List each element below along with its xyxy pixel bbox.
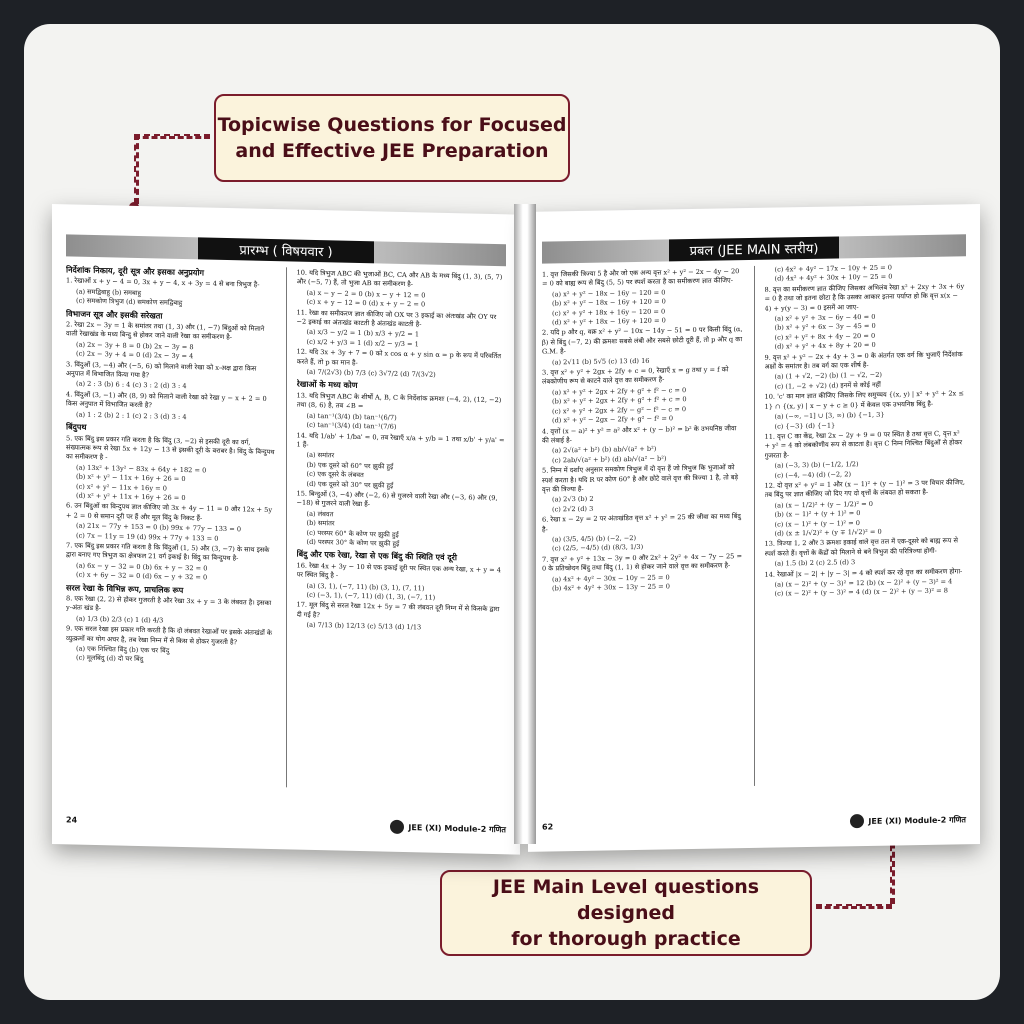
answer-option: (c) समकोण त्रिभुज (d) समकोण समद्विबाहु [76, 296, 183, 308]
left-page-column-2 [297, 268, 507, 793]
answer-option: (a) tan⁻¹(3/4) (b) tan⁻¹(6/7) [306, 411, 397, 422]
question-text: 12. दो वृत्त x² + y² = 1 और (x − 1)² + (y − 1)² = 3 पर विचार कीजिए, तब बिंदु पर ज्ञात कीजिए जो दिए गए दो वृत्तों के लंबवत हो सकता है- [764, 478, 965, 500]
answer-option: (a) 2x − 3y + 8 = 0 (b) 2x − 3y = 8 [76, 340, 194, 352]
answer-option: (a) 1 : 2 (b) 2 : 1 (c) 2 : 3 (d) 3 : 4 [76, 410, 187, 421]
answer-option: (b) x² + y² + 2gx + 2fy + g² + f² + c = 0 [552, 395, 687, 406]
question-text: 10. यदि त्रिभुज ABC की भुजाओं BC, CA और AB के मध्य बिंदु (1, 3), (5, 7) और (−5, 7) हैं, तो भुजा AB का समीकरण है- [296, 268, 503, 289]
answer-option: (b) 4x² + 4y² + 30x − 13y − 25 = 0 [552, 582, 670, 593]
answer-option: (c) एक दूसरे के लंबवत [306, 469, 364, 480]
answer-option: (c) (−3, 1), (−7, 11) (d) (1, 3), (−7, 11) [306, 590, 436, 602]
section-heading: रेखाओं के मध्य कोण [296, 379, 358, 391]
answer-option: (a) x² + y² − 18x − 16y − 120 = 0 [552, 288, 666, 299]
answer-option: (c) (x − 2)² + (y − 3)² = 4 (d) (x − 2)² + (y − 3)² = 8 [774, 586, 948, 598]
left-page-brand [390, 820, 506, 837]
answer-option: (a) एक निश्चित बिंदु (b) एक चर बिंदु [76, 644, 170, 655]
answer-option: (d) परस्पर 30° के कोण पर झुकी हुई [306, 537, 400, 548]
answer-option: (b) x² + y² + 6x − 3y − 45 = 0 [774, 322, 876, 333]
answer-option: (a) 21x − 77y + 153 = 0 (b) 99x + 77y − 133 = 0 [76, 521, 242, 534]
brand-logo-icon [390, 820, 404, 834]
answer-option: (b) x² + y² − 18x − 16y + 120 = 0 [552, 297, 666, 308]
right-page [528, 204, 980, 852]
answer-option: (a) 4x² + 4y² − 30x − 10y − 25 = 0 [552, 573, 670, 584]
question-text: 5. एक बिंदु इस प्रकार गति करता है कि बिंदु (3, −2) से इसकी दूरी का वर्ग, संख्यात्मक रूप से रेखा 5x + 12y − 13 से इसकी दूरी के बराबर है। बिंदु के बिन्दुपथ का समीकरण है - [66, 433, 275, 462]
answer-option: (c) x² + y² + 18x + 16y − 120 = 0 [552, 307, 666, 318]
answer-option: (c) {−3} (d) {−1} [774, 421, 836, 431]
right-page-footer [542, 812, 966, 833]
question-text: 13. यदि त्रिभुज ABC के शीर्षों A, B, C के निर्देशांक क्रमशः (−4, 2), (12, −2) तथा (8, 6) है, तब ∠B = [296, 391, 502, 411]
answer-option: (a) x/3 − y/2 = 1 (b) x/3 + y/2 = 1 [306, 328, 420, 339]
answer-option: (a) (−3, 3) (b) (−1/2, 1/2) [774, 460, 859, 470]
question-text: 9. वृत्त x² + y² − 2x + 4y + 3 = 0 के अंतर्गत एक वर्ग कि भुजाएँ निर्देशांक अक्षों के समांतर है। तब वर्ग का एक शीर्ष है- [764, 349, 963, 371]
column-divider [754, 266, 755, 786]
answer-option: (c) x² + y² + 2gx + 2fy − g² − f² − c = 0 [552, 404, 687, 416]
answer-option: (c) मूलबिंदु (d) दो चर बिंदु [76, 653, 144, 664]
right-page-brand-text: JEE (XI) Module-2 गणित [868, 814, 966, 826]
answer-option: (c) परस्पर 60° के कोण पर झुकी हुई [306, 528, 399, 539]
question-text: 4. बिंदुओं (3, −1) और (8, 9) को मिलाने वाली रेखा को रेखा y − x + 2 = 0 किस अनुपात में विभाजित करती है? [66, 390, 267, 410]
answer-option: (c) (2/5, −4/5) (d) (8/3, 1/3) [552, 543, 644, 553]
column-divider [286, 267, 287, 787]
answer-option: (c) (−4, −4) (d) (−2, 2) [774, 469, 852, 480]
question-text: 2. रेखा 2x − 3y = 1 के समांतर तथा (1, 3) और (1, −7) बिंदुओं को मिलाने वाली रेखाखंड के मध्य बिन्दु से होकर जाने वाली रेखा का समीकरण है- [66, 320, 265, 342]
answer-option: (a) (3/5, 4/5) (b) (−2, −2) [552, 533, 637, 544]
callout-topicwise-line1: Topicwise Questions for Focused [217, 114, 567, 136]
question-text: 7. वृत्त x² + y² + 13x − 3y = 0 और 2x² + 2y² + 4x − 7y − 25 = 0 के प्रतिच्छेदन बिंदु तथा बिंदु (1, 1) से होकर जाने वाले वृत्त का समीकरण है- [542, 551, 742, 573]
question-text: 3. वृत्त x² + y² + 2gx + 2fy + c = 0, रेखाएँ x = g तथा y = f को लंबकोणीय रूप से काटने वाले वृत्त का समीकरण है- [542, 365, 729, 387]
answer-option: (c) tan⁻¹(3/4) (d) tan⁻¹(7/6) [306, 420, 397, 431]
answer-option: (a) 1.5 (b) 2 (c) 2.5 (d) 3 [774, 558, 856, 568]
answer-option: (a) समद्विबाहु (b) समबाहु [76, 287, 141, 297]
answer-option: (a) x² + y² + 2gx + 2fy + g² + f² − c = 0 [552, 386, 687, 397]
question-text: 10. 'c' का मान ज्ञात कीजिए जिसके लिए समुच्चय {(x, y) | x² + y² + 2x ≤ 1} ∩ {(x, y) | x − y + c ≥ 0} में केवल एक उभयनिष्ठ बिंदु है- [764, 389, 964, 411]
answer-option: (b) एक दूसरे को 60° पर झुकी हुई [306, 460, 394, 471]
question-text: 3. बिंदुओं (3, −4) और (−5, 6) को मिलाने वाली रेखा को x-अक्ष द्वारा किस अनुपात में विभाजित किया गया है? [66, 359, 257, 380]
answer-option: (a) (−∞, −1] ∪ [3, ∞) (b) {−1, 3} [774, 410, 885, 421]
answer-option: (b) समांतर [306, 518, 335, 528]
question-text: 6. रेखा x − 2y = 2 पर अंतःखंडित वृत्त x² + y² = 25 की जीवा का मध्य बिंदु है- [542, 512, 741, 534]
answer-option: (a) (1 + √2, −2) (b) (1 − √2, −2) [774, 371, 882, 382]
callout-topicwise [214, 94, 570, 182]
section-heading: सरल रेखा के विभिन्न रूप, प्राचलिक रूप [66, 581, 184, 595]
answer-option: (d) एक दूसरे को 30° पर झुकी हुई [306, 479, 394, 490]
question-text: 13. त्रिज्या 1, 2 और 3 क्रमशः इकाई वाले वृत्त तल में एक-दूसरे को बाह्य रूप से स्पर्श करते हैं। वृत्तों के केंद्रों को मिलाने से बने त्रिभुज की परित्रिज्या होगी- [764, 536, 958, 558]
answer-option: (a) 1/3 (b) 2/3 (c) 1 (d) 4/3 [76, 614, 164, 625]
answer-option: (b) x² + y² − 11x + 16y + 26 = 0 [76, 472, 186, 484]
answer-option: (a) (3, 1), (−7, 11) (b) (3, 1), (7, 11) [306, 581, 425, 593]
question-text: 12. यदि 3x + 3y + 7 = 0 को x cos α + y sin α = p के रूप में परिवर्तित करते हैं, तो p का मान है- [296, 347, 502, 367]
connector-bottom-horizontal [816, 904, 892, 909]
answer-option: (b) (x − 1)² + (y + 1)² = 0 [774, 509, 861, 519]
answer-option: (a) x² + y² + 3x − 6y − 40 = 0 [774, 312, 876, 323]
promo-card [24, 24, 1000, 1000]
question-text: 1. वृत्त जिसकी त्रिज्या 5 है और जो एक अन्य वृत्त x² + y² − 2x − 4y − 20 = 0 को बाह्य रूप से बिंदु (5, 5) पर स्पर्श करता है का समीकरण ज्ञात कीजिए- [542, 267, 740, 289]
question-text: 5. निम्न में दर्शाए अनुसार समकोण त्रिभुज में दो वृत्त हैं जो त्रिभुज कि भुजाओं को स्पर्श करता है। यदि R पर कोण 60° है और छोटे वाले वृत्त की त्रिज्या 1 है, तो बड़े वृत्त की त्रिज्या है- [542, 463, 739, 494]
callout-jee-main [440, 870, 812, 956]
answer-option: (d) x² + y² + 11x + 16y + 26 = 0 [76, 491, 186, 502]
answer-option: (a) 7/(2√3) (b) 7/3 (c) 3√7/2 (d) 7/(3√2) [306, 367, 436, 379]
left-page-brand-text: JEE (XI) Module-2 गणित [408, 822, 506, 834]
answer-option: (a) 13x² + 13y² − 83x + 64y + 182 = 0 [76, 463, 207, 475]
answer-option: (d) x² + y² + 4x + 8y + 20 = 0 [774, 341, 876, 351]
question-text: 9. एक सरल रेखा इस प्रकार गति करती है कि दो लंबवत रेखाओं पर इसके अंतःखंडों के व्युत्क्रमों का योग अचर है, तब रेखा निम्न में से किस से होकर गुजरती है? [66, 624, 272, 646]
answer-option: (c) x/2 + y/3 = 1 (d) x/2 − y/3 = 1 [306, 337, 419, 349]
left-page-footer [66, 812, 506, 836]
brand-logo-icon [850, 814, 864, 828]
right-page-banner [542, 234, 966, 263]
answer-option: (a) 6x − y − 32 = 0 (b) 6x + y − 32 = 0 [76, 561, 208, 573]
question-text: 11. वृत्त C का केंद्र, रेखा 2x − 2y + 9 = 0 पर स्थित है तथा वृत्त C, वृत्त x² + y² = 4 को लंबकोणीय रूप से काटता है। वृत्त C निम्न निश्चित बिंदुओं से होकर गुजरता है- [764, 429, 963, 460]
answer-option: (d) 4x² + 4y² + 30x + 10y − 25 = 0 [774, 272, 893, 283]
answer-option: (c) x² + y² − 11x + 16y = 0 [76, 482, 167, 493]
answer-option: (c) 2ab/√(a² + b²) (d) ab/√(a² − b²) [552, 454, 667, 465]
answer-option: (c) x + 6y − 32 = 0 (d) 6x − y + 32 = 0 [76, 570, 208, 582]
right-page-column-1 [542, 266, 744, 790]
question-text: 14. यदि 1/ab' + 1/ba' = 0, तब रेखाएँ x/a + y/b = 1 तथा x/b' + y/a' = 1 हैं- [296, 431, 505, 449]
answer-option: (a) 7/13 (b) 12/13 (c) 5/13 (d) 1/13 [306, 620, 422, 632]
open-book [52, 204, 982, 844]
answer-option: (a) x − y − 2 = 0 (b) x − y + 12 = 0 [306, 288, 426, 300]
section-heading: बिंदु और एक रेखा, रेखा से एक बिंदु की स्थिति एवं दूरी [296, 548, 457, 563]
answer-option: (c) 4x² + 4y² − 17x − 10y + 25 = 0 [774, 263, 892, 274]
answer-option: (c) x² + y² + 8x + 4y − 20 = 0 [774, 331, 876, 342]
answer-option: (a) समांतर [306, 451, 335, 460]
callout-jee-main-line1: JEE Main Level questions designed [492, 876, 760, 924]
connector-top-vertical [134, 134, 139, 204]
answer-option: (c) 2√2 (d) 3 [552, 504, 594, 514]
answer-option: (c) 2x − 3y + 4 = 0 (d) 2x − 3y = 4 [76, 349, 194, 361]
answer-option: (a) (x − 2)² + (y − 3)² = 12 (b) (x − 2)² + (y − 3)² = 4 [774, 577, 953, 589]
right-page-brand [850, 812, 966, 828]
answer-option: (a) लंबवत [306, 509, 334, 519]
answer-option: (c) (x − 1)² + (y − 1)² = 0 [774, 518, 860, 529]
right-page-column-2 [765, 262, 967, 786]
answer-option: (d) (x ± 1/√2)² + (y ∓ 1/√2)² = 0 [774, 527, 882, 538]
question-text: 14. रेखाओं |x − 2| + |y − 3| = 4 को स्पर्श कर रहे वृत्त का समीकरण होगा- [764, 566, 963, 579]
answer-option: (c) 7x − 11y = 19 (d) 99x + 77y + 133 = 0 [76, 531, 219, 543]
right-page-banner-title: प्रबल (JEE MAIN स्तरीय) [689, 241, 819, 260]
question-text: 1. रेखाओं x + y − 4 = 0, 3x + y − 4, x + 3y = 4 से बना त्रिभुज है- [66, 276, 260, 290]
answer-option: (a) 2 : 3 (b) 6 : 4 (c) 3 : 2 (d) 3 : 4 [76, 380, 187, 391]
connector-top-horizontal [134, 134, 210, 139]
answer-option: (c) (1, −2 + √2) (d) इनमें से कोई नहीं [774, 380, 881, 391]
callout-jee-main-line2: for thorough practice [511, 928, 741, 950]
question-text: 8. वृत्त का समीकरण ज्ञात कीजिए जिसका अभिलंब रेखा x² + 2xy + 3x + 6y = 0 है तथा जो इतना छोटा है कि उसका आकार इतना पर्याप्त हो कि वृत्त x(x − 4) + y(y − 3) = 0 इसमें आ जाए- [764, 282, 965, 313]
question-text: 6. उन बिंदुओं का बिन्दुपथ ज्ञात कीजिए जो 3x + 4y − 11 = 0 और 12x + 5y + 2 = 0 से समान दूरी पर हैं और मूल बिंदु के निकट हैं- [66, 501, 273, 523]
answer-option: (c) x + y − 12 = 0 (d) x + y − 2 = 0 [306, 297, 426, 309]
question-text: 8. एक रेखा (2, 2) से होकर गुजरती है और रेखा 3x + y = 3 के लंबवत है। इसका y-अंतः खंड है- [66, 594, 272, 613]
book-gutter [514, 204, 536, 844]
question-text: 7. एक बिंदु इस प्रकार गति करता है कि बिंदुओं (1, 5) और (3, −7) के साथ इसके द्वारा बनाए गए त्रिभुज का क्षेत्रफल 21 वर्ग इकाई है। बिंदु का बिन्दुपथ है- [66, 541, 270, 563]
question-text: 11. रेखा का समीकरण ज्ञात कीजिए जो OX पर 3 इकाई का अंतःखंड और OY पर −2 इकाई का अंतःखंड काटती है अंतःखंड काटती है- [296, 308, 497, 329]
answer-option: (a) (x − 1/2)² + (y − 1/2)² = 0 [774, 499, 873, 510]
question-text: 16. रेखा 4x + 3y − 10 से एक इकाई दूरी पर स्थित एक अन्य रेखा, x + y = 4 पर स्थित बिंदु है - [296, 561, 501, 580]
callout-topicwise-line2: and Effective JEE Preparation [235, 140, 549, 162]
section-heading: निर्देशांक निकाय, दूरी सूत्र और इसका अनुप्रयोग [66, 264, 205, 278]
question-text: 2. यदि p और q, वक्र x² + y² − 10x − 14y − 51 = 0 पर किसी बिंदु (α, β) से बिंदु (−7, 2) की क्रमशः सबसे लंबी और सबसे छोटी दूरी हैं, तो p और q का G.M. है- [542, 325, 743, 356]
question-text: 17. मूल बिंदु से सरल रेखा 12x + 5y = 7 की लंबवत दूरी निम्न में से किसके द्वारा दी गई है? [296, 600, 500, 619]
answer-option: (a) 2√11 (b) 5√5 (c) 13 (d) 16 [552, 356, 650, 367]
answer-option: (d) x² + y² + 18x − 16y + 120 = 0 [552, 316, 666, 327]
left-page-column-1 [66, 262, 276, 787]
right-page-number: 62 [542, 821, 554, 832]
question-text: 4. वृत्तों (x − a)² + y² = a² और x² + (y − b)² = b² के उभयनिष्ठ जीवा की लंबाई है- [542, 423, 737, 445]
left-page-banner-title: प्रारम्भ ( विषयवार ) [239, 243, 333, 261]
section-heading: विभाजन सूत्र और इसकी सरेखता [66, 307, 163, 321]
left-page-number: 24 [66, 814, 78, 825]
answer-option: (a) 2√3 (b) 2 [552, 495, 594, 504]
left-page-banner [66, 234, 506, 266]
answer-option: (a) 2√(a² + b²) (b) ab/√(a² + b²) [552, 444, 657, 455]
question-text: 15. बिन्दुओं (3, −4) और (−2, 6) से गुजरने वाली रेखा और (−3, 6) और (9, −18) से गुजरने वाली रेखा हैं- [296, 489, 498, 509]
answer-option: (d) x² + y² − 2gx − 2fy + g² − f² = 0 [552, 414, 674, 425]
section-heading: बिंदुपथ [66, 421, 87, 432]
left-page [52, 204, 520, 855]
